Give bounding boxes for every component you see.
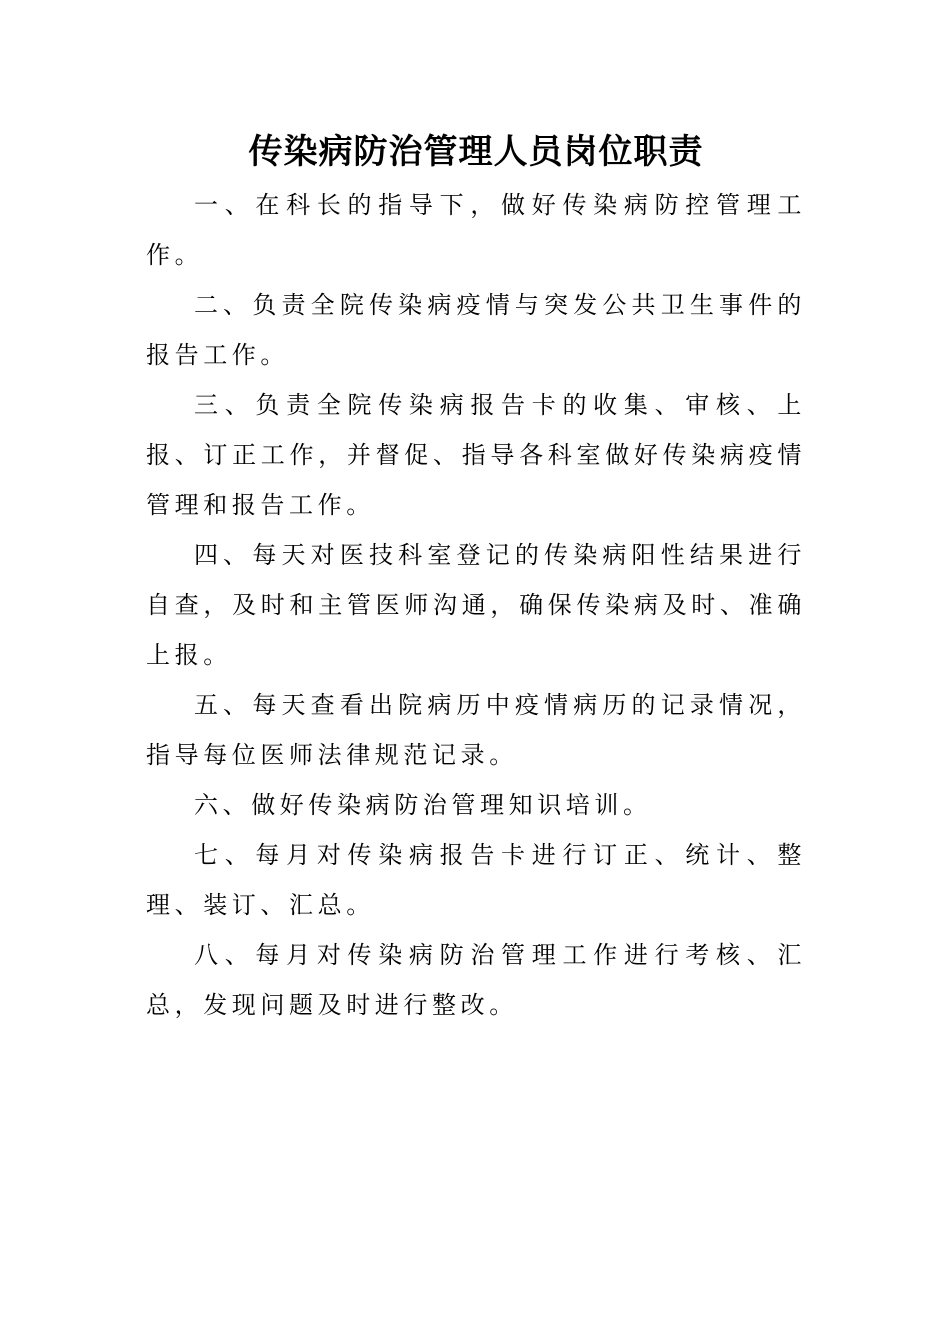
duty-item-7: 七、每月对传染病报告卡进行订正、统计、整理、装订、汇总。 — [146, 841, 806, 919]
duty-item-4: 四、每天对医技科室登记的传染病阳性结果进行自查，及时和主管医师沟通，确保传染病及时、准确上报。 — [146, 541, 806, 669]
duty-item-8: 八、每月对传染病防治管理工作进行考核、汇总，发现问题及时进行整改。 — [146, 941, 806, 1019]
duty-item-1: 一、在科长的指导下，做好传染病防控管理工作。 — [146, 191, 806, 269]
duty-item-2: 二、负责全院传染病疫情与突发公共卫生事件的报告工作。 — [146, 291, 806, 369]
document-page — [146, 124, 806, 1030]
duty-item-6: 六、做好传染病防治管理知识培训。 — [194, 791, 652, 819]
document-body — [146, 180, 806, 1030]
duty-item-3: 三、负责全院传染病报告卡的收集、审核、上报、订正工作，并督促、指导各科室做好传染病疫情管理和报告工作。 — [146, 391, 806, 519]
document-title: 传染病防治管理人员岗位职责 — [248, 132, 704, 172]
duty-item-5: 五、每天查看出院病历中疫情病历的记录情况，指导每位医师法律规范记录。 — [146, 691, 806, 769]
